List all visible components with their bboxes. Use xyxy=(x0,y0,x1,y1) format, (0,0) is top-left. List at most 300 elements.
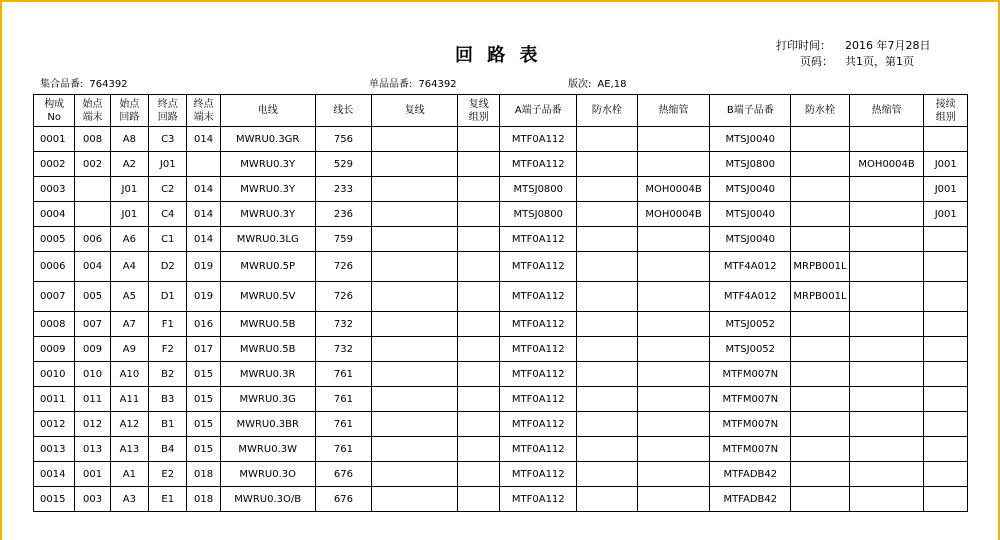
assembly-part-number xyxy=(40,75,128,90)
table-cell xyxy=(372,362,458,387)
table-cell: 018 xyxy=(187,487,220,512)
column-header xyxy=(577,95,638,127)
column-header-line: 线长 xyxy=(333,105,354,116)
table-cell xyxy=(372,227,458,252)
table-cell: 0011 xyxy=(34,387,75,412)
table-cell xyxy=(637,462,710,487)
table-cell: 761 xyxy=(315,412,372,437)
table-cell xyxy=(791,437,850,462)
table-cell: 004 xyxy=(75,252,110,282)
table-cell: 236 xyxy=(315,202,372,227)
table-cell: 019 xyxy=(187,252,220,282)
assembly-part-label: 集合品番: xyxy=(40,79,84,90)
column-header xyxy=(315,95,372,127)
table-cell: 0010 xyxy=(34,362,75,387)
column-header-line: 始点 xyxy=(119,98,140,110)
table-cell: A10 xyxy=(110,362,148,387)
table-body xyxy=(34,127,968,512)
table-cell: A12 xyxy=(110,412,148,437)
table-cell: MTF0A112 xyxy=(500,462,577,487)
table-cell xyxy=(75,177,110,202)
table-cell: MTSJ0040 xyxy=(710,202,791,227)
table-cell: MTF0A112 xyxy=(500,387,577,412)
table-row xyxy=(34,337,968,362)
table-cell xyxy=(372,127,458,152)
table-cell xyxy=(637,312,710,337)
column-header-line: 组别 xyxy=(935,111,956,123)
table-cell: 015 xyxy=(187,437,220,462)
table-cell: F1 xyxy=(149,312,187,337)
table-row xyxy=(34,437,968,462)
table-cell xyxy=(458,202,500,227)
table-cell: A2 xyxy=(110,152,148,177)
table-cell: D2 xyxy=(149,252,187,282)
table-cell xyxy=(577,252,638,282)
table-row xyxy=(34,227,968,252)
assembly-part-value: 764392 xyxy=(89,79,128,90)
table-cell: 0014 xyxy=(34,462,75,487)
column-header xyxy=(637,95,710,127)
print-time-label: 打印时间： xyxy=(776,39,831,52)
table-cell xyxy=(458,487,500,512)
page-title: 回 路 表 xyxy=(455,45,542,66)
table-cell: 0005 xyxy=(34,227,75,252)
column-header-line: 热缩管 xyxy=(658,105,689,116)
table-header-row xyxy=(34,95,968,127)
table-cell: 233 xyxy=(315,177,372,202)
table-cell: 761 xyxy=(315,387,372,412)
column-header-line: 终点 xyxy=(193,98,214,110)
column-header xyxy=(710,95,791,127)
table-cell xyxy=(458,127,500,152)
table-cell xyxy=(577,202,638,227)
table-cell: MTF0A112 xyxy=(500,227,577,252)
table-cell: F2 xyxy=(149,337,187,362)
table-cell: 006 xyxy=(75,227,110,252)
column-header xyxy=(849,95,924,127)
column-header-line: 终点 xyxy=(157,98,178,110)
table-cell: MWRU0.5B xyxy=(220,312,315,337)
version-label: 版次: xyxy=(568,79,592,90)
table-cell xyxy=(577,337,638,362)
table-cell xyxy=(849,337,924,362)
table-cell xyxy=(372,487,458,512)
table-cell xyxy=(791,362,850,387)
table-cell: 010 xyxy=(75,362,110,387)
table-cell: 014 xyxy=(187,127,220,152)
table-cell: MRPB001L xyxy=(791,252,850,282)
table-cell xyxy=(372,312,458,337)
table-cell xyxy=(791,152,850,177)
table-cell xyxy=(849,252,924,282)
column-header xyxy=(75,95,110,127)
table-cell: MWRU0.3Y xyxy=(220,202,315,227)
table-row xyxy=(34,362,968,387)
page-number-value: 共1页，第1页 xyxy=(845,55,914,68)
column-header-line: 防水栓 xyxy=(591,105,622,116)
table-row xyxy=(34,202,968,227)
table-cell xyxy=(924,362,968,387)
table-cell: 015 xyxy=(187,412,220,437)
table-cell: 0006 xyxy=(34,252,75,282)
table-cell xyxy=(577,152,638,177)
table-cell xyxy=(637,282,710,312)
table-cell xyxy=(577,312,638,337)
table-cell: MTSJ0800 xyxy=(500,177,577,202)
table-cell: 012 xyxy=(75,412,110,437)
table-cell: MWRU0.3LG xyxy=(220,227,315,252)
table-row xyxy=(34,487,968,512)
table-cell: 529 xyxy=(315,152,372,177)
table-cell: A3 xyxy=(110,487,148,512)
table-cell: MWRU0.3Y xyxy=(220,152,315,177)
table-cell xyxy=(924,312,968,337)
table-cell xyxy=(577,462,638,487)
table-cell: MWRU0.3G xyxy=(220,387,315,412)
table-cell: 0013 xyxy=(34,437,75,462)
table-cell: MTSJ0052 xyxy=(710,312,791,337)
table-cell xyxy=(458,177,500,202)
table-cell: 0012 xyxy=(34,412,75,437)
table-cell xyxy=(849,362,924,387)
table-cell: MWRU0.3Y xyxy=(220,177,315,202)
table-cell: MRPB001L xyxy=(791,282,850,312)
table-cell: A6 xyxy=(110,227,148,252)
table-cell: 011 xyxy=(75,387,110,412)
table-cell: 0004 xyxy=(34,202,75,227)
table-cell xyxy=(849,487,924,512)
table-cell: MTSJ0800 xyxy=(500,202,577,227)
table-cell xyxy=(849,387,924,412)
table-cell xyxy=(791,227,850,252)
table-cell: 016 xyxy=(187,312,220,337)
table-cell: MTFM007N xyxy=(710,387,791,412)
column-header-line: 端末 xyxy=(82,111,103,123)
page-number-label: 页码： xyxy=(800,55,833,68)
table-cell: MTF0A112 xyxy=(500,282,577,312)
table-cell: J001 xyxy=(924,177,968,202)
table-cell: A11 xyxy=(110,387,148,412)
table-cell xyxy=(849,227,924,252)
table-cell: MWRU0.3W xyxy=(220,437,315,462)
table-cell: MTSJ0800 xyxy=(710,152,791,177)
column-header-line: 构成 xyxy=(44,98,65,110)
table-cell: A9 xyxy=(110,337,148,362)
table-cell: B3 xyxy=(149,387,187,412)
table-cell: A4 xyxy=(110,252,148,282)
column-header xyxy=(372,95,458,127)
table-cell: MTF0A112 xyxy=(500,127,577,152)
table-cell xyxy=(372,202,458,227)
table-cell xyxy=(791,487,850,512)
column-header-line: 组别 xyxy=(468,111,489,123)
table-cell: MTFM007N xyxy=(710,437,791,462)
table-cell: 005 xyxy=(75,282,110,312)
table-cell: MTF0A112 xyxy=(500,437,577,462)
table-cell: MTF4A012 xyxy=(710,282,791,312)
table-row xyxy=(34,462,968,487)
table-cell: MTSJ0040 xyxy=(710,127,791,152)
table-cell xyxy=(458,282,500,312)
table-cell: MWRU0.3O/B xyxy=(220,487,315,512)
table-cell: 007 xyxy=(75,312,110,337)
table-cell xyxy=(924,387,968,412)
table-cell: MTFM007N xyxy=(710,412,791,437)
table-cell xyxy=(924,412,968,437)
column-header-line: 回路 xyxy=(157,111,178,123)
table-cell: 759 xyxy=(315,227,372,252)
table-cell: 732 xyxy=(315,312,372,337)
column-header-line: 电线 xyxy=(257,105,278,116)
table-cell: C1 xyxy=(149,227,187,252)
table-cell: B2 xyxy=(149,362,187,387)
table-cell: 015 xyxy=(187,387,220,412)
table-cell: J01 xyxy=(110,202,148,227)
column-header xyxy=(187,95,220,127)
table-cell xyxy=(577,282,638,312)
table-cell: 003 xyxy=(75,487,110,512)
print-time-value: 2016 年7月28日 xyxy=(845,39,931,52)
table-row xyxy=(34,252,968,282)
table-cell xyxy=(924,252,968,282)
table-cell: 019 xyxy=(187,282,220,312)
table-cell xyxy=(791,177,850,202)
table-cell xyxy=(372,387,458,412)
table-cell xyxy=(577,177,638,202)
table-cell xyxy=(924,127,968,152)
table-cell xyxy=(372,337,458,362)
table-cell xyxy=(637,152,710,177)
column-header xyxy=(458,95,500,127)
column-header-line: A端子品番 xyxy=(514,105,562,116)
table-cell xyxy=(75,202,110,227)
table-row xyxy=(34,312,968,337)
column-header xyxy=(149,95,187,127)
version-info xyxy=(568,75,626,90)
version-value: AE,18 xyxy=(597,79,627,90)
table-cell xyxy=(637,252,710,282)
table-cell: MTFADB42 xyxy=(710,462,791,487)
table-cell: A8 xyxy=(110,127,148,152)
table-cell xyxy=(924,282,968,312)
table-cell: MWRU0.5B xyxy=(220,337,315,362)
table-cell xyxy=(577,412,638,437)
table-cell: MTF0A112 xyxy=(500,487,577,512)
table-cell xyxy=(791,387,850,412)
table-row xyxy=(34,177,968,202)
column-header-line: 复线 xyxy=(468,98,489,110)
table-cell xyxy=(849,437,924,462)
table-cell: MOH0004B xyxy=(637,177,710,202)
column-header-line: No xyxy=(47,111,61,123)
table-cell xyxy=(458,462,500,487)
table-cell xyxy=(849,312,924,337)
table-cell xyxy=(637,337,710,362)
table-cell xyxy=(577,362,638,387)
column-header xyxy=(34,95,75,127)
table-cell xyxy=(458,227,500,252)
table-cell xyxy=(577,437,638,462)
table-cell xyxy=(458,252,500,282)
table-row xyxy=(34,282,968,312)
table-cell: A13 xyxy=(110,437,148,462)
table-cell: MTF0A112 xyxy=(500,362,577,387)
table-cell: J01 xyxy=(149,152,187,177)
table-cell xyxy=(637,487,710,512)
table-cell xyxy=(637,127,710,152)
single-part-label: 单品品番: xyxy=(369,79,413,90)
table-cell xyxy=(791,337,850,362)
table-cell xyxy=(924,437,968,462)
column-header-line: B端子品番 xyxy=(726,105,774,116)
table-cell xyxy=(924,487,968,512)
table-row xyxy=(34,412,968,437)
column-header-line: 始点 xyxy=(82,98,103,110)
table-cell xyxy=(849,202,924,227)
table-cell: MWRU0.5P xyxy=(220,252,315,282)
table-row xyxy=(34,387,968,412)
table-cell xyxy=(458,362,500,387)
table-cell: 015 xyxy=(187,362,220,387)
table-cell: 756 xyxy=(315,127,372,152)
table-cell: C3 xyxy=(149,127,187,152)
table-row xyxy=(34,127,968,152)
table-cell: 0001 xyxy=(34,127,75,152)
table-cell: 014 xyxy=(187,202,220,227)
table-cell: MTF0A112 xyxy=(500,337,577,362)
table-cell: 0008 xyxy=(34,312,75,337)
table-cell: 014 xyxy=(187,177,220,202)
table-cell: MWRU0.5V xyxy=(220,282,315,312)
table-cell xyxy=(577,387,638,412)
table-cell xyxy=(372,282,458,312)
table-cell xyxy=(458,337,500,362)
table-cell xyxy=(849,177,924,202)
table-cell xyxy=(458,387,500,412)
table-cell xyxy=(924,227,968,252)
table-cell: 018 xyxy=(187,462,220,487)
table-cell: MWRU0.3R xyxy=(220,362,315,387)
single-part-value: 764392 xyxy=(418,79,457,90)
table-cell: MTF0A112 xyxy=(500,252,577,282)
column-header xyxy=(791,95,850,127)
table-cell: 008 xyxy=(75,127,110,152)
table-cell xyxy=(849,282,924,312)
table-cell: 676 xyxy=(315,487,372,512)
table-cell xyxy=(372,152,458,177)
table-cell: 001 xyxy=(75,462,110,487)
table-cell: MTSJ0040 xyxy=(710,177,791,202)
table-cell: 0009 xyxy=(34,337,75,362)
table-cell: E1 xyxy=(149,487,187,512)
column-header-line: 热缩管 xyxy=(871,105,902,116)
column-header-line: 防水栓 xyxy=(804,105,835,116)
table-cell xyxy=(849,412,924,437)
table-cell xyxy=(637,387,710,412)
table-cell: MTSJ0052 xyxy=(710,337,791,362)
table-cell: 676 xyxy=(315,462,372,487)
table-cell xyxy=(458,412,500,437)
table-cell xyxy=(791,127,850,152)
table-cell: MTF4A012 xyxy=(710,252,791,282)
table-cell xyxy=(372,437,458,462)
table-cell xyxy=(924,462,968,487)
table-cell: MTFM007N xyxy=(710,362,791,387)
table-cell: MWRU0.3O xyxy=(220,462,315,487)
table-cell: 761 xyxy=(315,362,372,387)
table-cell xyxy=(577,227,638,252)
table-cell: 0003 xyxy=(34,177,75,202)
table-cell xyxy=(791,312,850,337)
table-cell: MOH0004B xyxy=(849,152,924,177)
table-cell: 0007 xyxy=(34,282,75,312)
table-cell: MTF0A112 xyxy=(500,312,577,337)
table-cell xyxy=(637,227,710,252)
table-cell: MTSJ0040 xyxy=(710,227,791,252)
column-header xyxy=(110,95,148,127)
circuit-table xyxy=(33,94,968,512)
table-cell: E2 xyxy=(149,462,187,487)
table-cell: 0015 xyxy=(34,487,75,512)
table-cell: A1 xyxy=(110,462,148,487)
table-cell xyxy=(637,412,710,437)
column-header-line: 回路 xyxy=(119,111,140,123)
table-cell: 009 xyxy=(75,337,110,362)
table-cell: J001 xyxy=(924,202,968,227)
table-cell xyxy=(924,337,968,362)
table-cell xyxy=(577,127,638,152)
table-cell: MTFADB42 xyxy=(710,487,791,512)
table-cell: MTF0A112 xyxy=(500,412,577,437)
table-cell xyxy=(372,177,458,202)
table-cell xyxy=(791,462,850,487)
table-cell: MTF0A112 xyxy=(500,152,577,177)
table-cell xyxy=(791,412,850,437)
table-cell: 013 xyxy=(75,437,110,462)
table-cell: J001 xyxy=(924,152,968,177)
table-cell: D1 xyxy=(149,282,187,312)
table-cell: 726 xyxy=(315,282,372,312)
table-cell xyxy=(791,202,850,227)
table-cell xyxy=(637,362,710,387)
table-cell: 017 xyxy=(187,337,220,362)
table-cell: B4 xyxy=(149,437,187,462)
table-cell: B1 xyxy=(149,412,187,437)
column-header-line: 端末 xyxy=(193,111,214,123)
column-header xyxy=(500,95,577,127)
table-cell: J01 xyxy=(110,177,148,202)
column-header xyxy=(220,95,315,127)
table-cell xyxy=(372,252,458,282)
table-cell: MOH0004B xyxy=(637,202,710,227)
table-cell xyxy=(372,412,458,437)
table-cell xyxy=(458,152,500,177)
table-cell: MWRU0.3BR xyxy=(220,412,315,437)
table-cell: 732 xyxy=(315,337,372,362)
table-cell: C4 xyxy=(149,202,187,227)
column-header xyxy=(924,95,968,127)
table-cell: 0002 xyxy=(34,152,75,177)
column-header-line: 接续 xyxy=(935,98,956,110)
table-cell xyxy=(187,152,220,177)
table-cell: 014 xyxy=(187,227,220,252)
table-cell xyxy=(458,312,500,337)
table-cell xyxy=(458,437,500,462)
table-cell xyxy=(577,487,638,512)
single-part-number xyxy=(369,75,457,90)
table-cell: 002 xyxy=(75,152,110,177)
table-cell xyxy=(637,437,710,462)
